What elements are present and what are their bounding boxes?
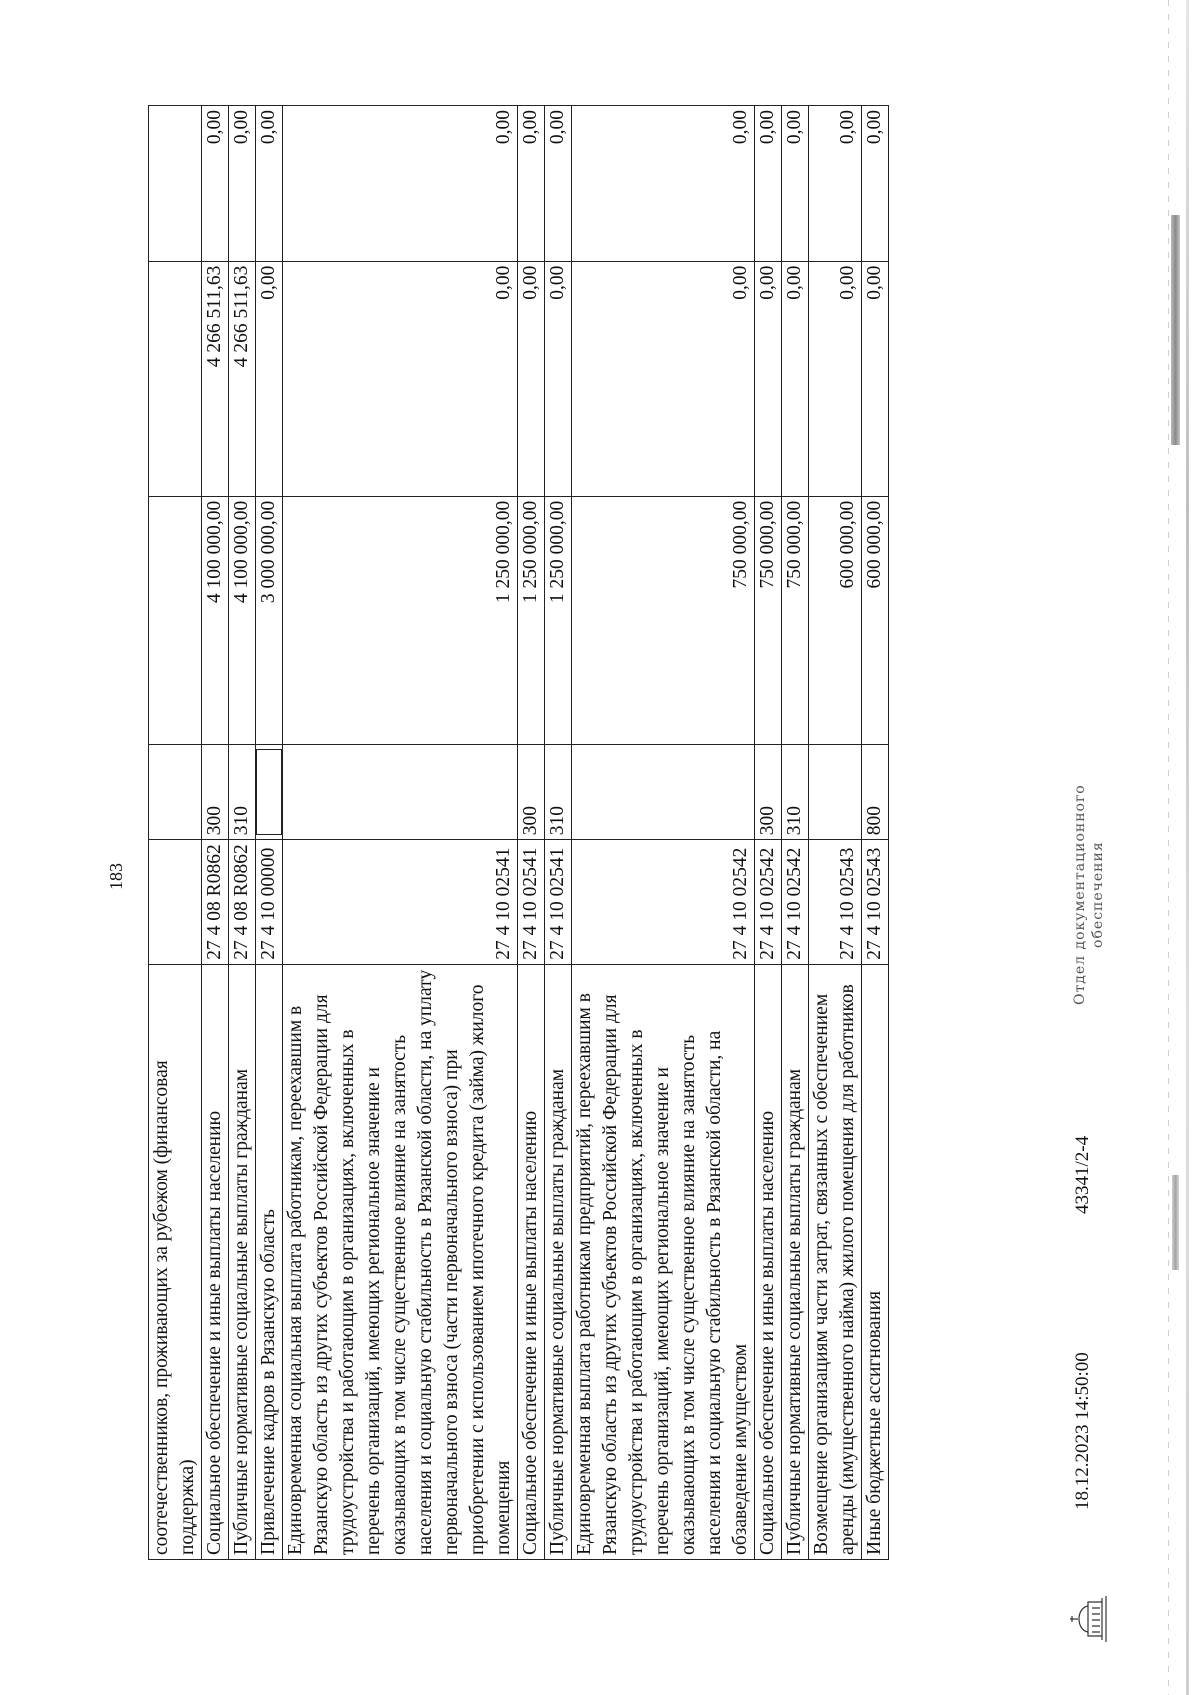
row-amount-1: 1 250 000,00 — [283, 496, 518, 745]
row-description: Социальное обеспечение и иные выплаты населению — [755, 964, 782, 1559]
row-kind: 300 — [755, 745, 782, 840]
row-amount-3: 0,00 — [256, 106, 283, 262]
row-kind — [809, 745, 862, 840]
row-code: 27 4 10 02542 — [755, 840, 782, 964]
row-amount-2: 0,00 — [782, 261, 809, 496]
row-description: Иные бюджетные ассигнования — [862, 964, 889, 1559]
row-amount-3: 0,00 — [809, 106, 862, 262]
row-amount-1: 750 000,00 — [572, 496, 755, 745]
department-stamp — [1071, 784, 1107, 1005]
row-amount-3: 0,00 — [202, 106, 229, 262]
row-amount-2: 4 266 511,63 — [202, 261, 229, 496]
empty-kind-box — [256, 749, 282, 835]
row-description: Возмещение организациям части затрат, связанных с обеспечением аренды (имущественного найма) жилого помещения для работников — [809, 964, 862, 1559]
row-amount-1: 750 000,00 — [782, 496, 809, 745]
document-id: 43341/2-4 — [1072, 1135, 1093, 1214]
row-description: Публичные нормативные социальные выплаты гражданам — [545, 964, 572, 1559]
row-description: Единовременная выплата работникам предприятий, переехавшим в Рязанскую область из других субъектов Российской Федерации для трудоустройства и работающим в организациях, включенных в перечень организаций, имеющих региональное значение и оказывающих в том числе существенное влияние на занятость населения и социальную стабильность в Рязанской области, на обзаведение имуществом — [572, 964, 755, 1559]
row-description: Привлечение кадров в Рязанскую область — [256, 964, 283, 1559]
row-code: 27 4 10 02542 — [572, 840, 755, 964]
page-number: 183 — [106, 863, 126, 890]
row-amount-1: 3 000 000,00 — [256, 496, 283, 745]
row-amount-3: 0,00 — [545, 106, 572, 262]
row-code: 27 4 08 R0862 — [202, 840, 229, 964]
row-kind: 310 — [782, 745, 809, 840]
row-kind: 300 — [518, 745, 545, 840]
row-amount-3: 0,00 — [862, 106, 889, 262]
row-description: соотечественников, проживающих за рубежом (финансовая поддержка) — [149, 964, 202, 1559]
row-amount-2: 0,00 — [572, 261, 755, 496]
row-amount-3: 0,00 — [782, 106, 809, 262]
row-amount-3: 0,00 — [283, 106, 518, 262]
row-amount-2: 0,00 — [755, 261, 782, 496]
row-amount-1: 600 000,00 — [862, 496, 889, 745]
budget-table — [148, 105, 889, 1560]
coat-of-arms-icon — [1066, 1590, 1110, 1648]
table-row — [518, 106, 545, 1560]
row-amount-1: 4 100 000,00 — [202, 496, 229, 745]
row-kind: 310 — [229, 745, 256, 840]
row-code: 27 4 10 02541 — [518, 840, 545, 964]
row-kind — [572, 745, 755, 840]
table-row — [202, 106, 229, 1560]
scan-artifact-bar — [1171, 215, 1180, 445]
stamp-line: Отдел документационного — [1072, 784, 1088, 1005]
table-row — [283, 106, 518, 1560]
row-amount-3: 0,00 — [755, 106, 782, 262]
row-amount-2: 0,00 — [518, 261, 545, 496]
row-code: 27 4 10 02543 — [809, 840, 862, 964]
row-amount-3: 0,00 — [229, 106, 256, 262]
table-row — [755, 106, 782, 1560]
row-amount-2: 0,00 — [862, 261, 889, 496]
row-amount-1: 1 250 000,00 — [545, 496, 572, 745]
table-row — [862, 106, 889, 1560]
row-amount-2: 0,00 — [809, 261, 862, 496]
row-kind — [283, 745, 518, 840]
row-amount-3: 0,00 — [572, 106, 755, 262]
row-amount-2: 4 266 511,63 — [229, 261, 256, 496]
row-amount-1: 600 000,00 — [809, 496, 862, 745]
row-amount-3: 0,00 — [518, 106, 545, 262]
row-amount-2: 0,00 — [256, 261, 283, 496]
stamp-line: обеспечения — [1090, 841, 1106, 948]
row-amount-1: 1 250 000,00 — [518, 496, 545, 745]
table-row — [256, 106, 283, 1560]
rotated-document-page — [106, 105, 1106, 1560]
table-row — [149, 106, 202, 1560]
row-code — [149, 840, 202, 964]
scan-artifact-bar — [1172, 1175, 1179, 1270]
row-kind — [149, 745, 202, 840]
row-description: Социальное обеспечение и иные выплаты населению — [518, 964, 545, 1559]
scan-margin-dashes — [1168, 0, 1169, 1695]
row-code: 27 4 08 R0862 — [229, 840, 256, 964]
table-row — [572, 106, 755, 1560]
print-timestamp: 18.12.2023 14:50:00 — [1072, 1352, 1093, 1510]
table-row — [782, 106, 809, 1560]
row-code: 27 4 10 02541 — [545, 840, 572, 964]
table-row — [545, 106, 572, 1560]
row-code: 27 4 10 02541 — [283, 840, 518, 964]
row-amount-2 — [149, 261, 202, 496]
row-description: Публичные нормативные социальные выплаты гражданам — [782, 964, 809, 1559]
row-description: Единовременная социальная выплата работникам, переехавшим в Рязанскую область из других субъектов Российской Федерации для трудоустройства и работающим в организациях, включенных в перечень организаций, имеющих региональное значение и оказывающих в том числе существенное влияние на занятость населения и социальную стабильность в Рязанской области, на уплату первоначального взноса (части первоначального взноса) при приобретении с использованием ипотечного кредита (займа) жилого помещения — [283, 964, 518, 1559]
row-kind: 300 — [202, 745, 229, 840]
row-amount-1: 4 100 000,00 — [229, 496, 256, 745]
table-row — [229, 106, 256, 1560]
row-kind — [256, 745, 283, 840]
row-code: 27 4 10 02542 — [782, 840, 809, 964]
row-code: 27 4 10 02543 — [862, 840, 889, 964]
row-amount-1 — [149, 496, 202, 745]
row-kind: 800 — [862, 745, 889, 840]
row-amount-1: 750 000,00 — [755, 496, 782, 745]
row-kind: 310 — [545, 745, 572, 840]
row-description: Социальное обеспечение и иные выплаты населению — [202, 964, 229, 1559]
table-row — [809, 106, 862, 1560]
row-amount-2: 0,00 — [545, 261, 572, 496]
row-amount-2: 0,00 — [283, 261, 518, 496]
row-code: 27 4 10 00000 — [256, 840, 283, 964]
row-amount-3 — [149, 106, 202, 262]
scan-margin-edge — [1186, 0, 1189, 1695]
row-description: Публичные нормативные социальные выплаты гражданам — [229, 964, 256, 1559]
